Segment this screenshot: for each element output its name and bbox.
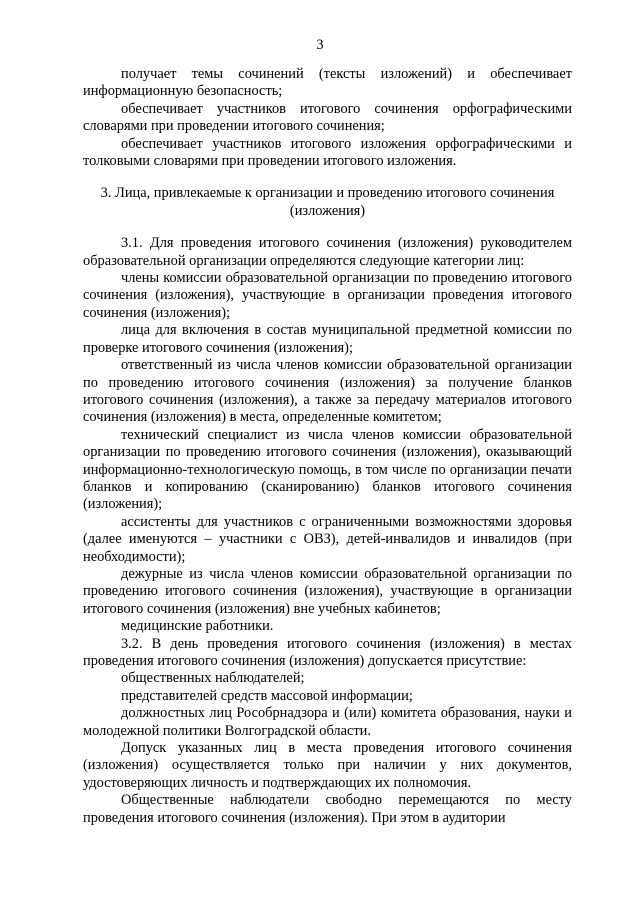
paragraph: 3.1. Для проведения итогового сочинения (изложения) руководителем образовательной организации определяются следующие категории лиц: [83, 235, 572, 269]
paragraph: дежурные из числа членов комиссии образовательной организации по проведению итогового сочинения (изложения), участвующие в организации итогового сочинения (изложения) вне учебных кабинетов; [83, 565, 572, 617]
paragraph: технический специалист из числа членов комиссии образовательной организации по проведению итогового сочинения (изложения), оказывающий информационно-технологическую помощь, в том числе по организации печати бланков и копированию (сканированию) бланков итогового сочинения (изложения); [83, 426, 572, 513]
paragraph: представителей средств массовой информации; [121, 687, 413, 704]
paragraph: 3.2. В день проведения итогового сочинения (изложения) в местах проведения итогового сочинения (изложения) допускается присутствие: [83, 635, 572, 669]
paragraph: общественных наблюдателей; [121, 670, 305, 687]
paragraph: получает темы сочинений (тексты изложений) и обеспечивает информационную безопасность; [83, 66, 572, 100]
paragraph: Допуск указанных лиц в места проведения итогового сочинения (изложения) осуществляется только при наличии у них документов, удостоверяющих личность и подтверждающих их полномочия. [83, 740, 572, 791]
paragraph: медицинские работники. [121, 618, 274, 635]
section-heading: 3. Лица, привлекаемые к организации и проведению итогового сочинения (изложения) [100, 185, 555, 219]
paragraph: лица для включения в состав муниципальной предметной комиссии по проверке итогового сочинения (изложения); [83, 322, 572, 356]
document-body [83, 66, 572, 827]
paragraph: Общественные наблюдатели свободно перемещаются по месту проведения итогового сочинения (изложения). При этом в аудитории [83, 792, 572, 826]
paragraph: обеспечивает участников итогового сочинения орфографическими словарями при проведении итогового сочинения; [83, 100, 572, 135]
page-number: 3 [316, 37, 324, 53]
paragraph: ответственный из числа членов комиссии образовательной организации по проведению итогового сочинения (изложения) за получение бланков итогового сочинения (изложения), а также за передачу материалов итогового сочинения (изложения) в места, определенные комитетом; [83, 357, 572, 426]
paragraph: члены комиссии образовательной организации по проведению итогового сочинения (изложения), участвующие в организации проведения итогового сочинения (изложения); [83, 270, 572, 321]
paragraph: обеспечивает участников итогового изложения орфографическими и толковыми словарями при проведении итогового изложения. [83, 135, 572, 170]
paragraph: ассистенты для участников с ограниченными возможностями здоровья (далее именуются – участники с ОВЗ), детей-инвалидов и инвалидов (при необходимости); [83, 513, 572, 565]
paragraph: должностных лиц Рособрнадзора и (или) комитета образования, науки и молодежной политики Волгоградской области. [83, 705, 572, 739]
